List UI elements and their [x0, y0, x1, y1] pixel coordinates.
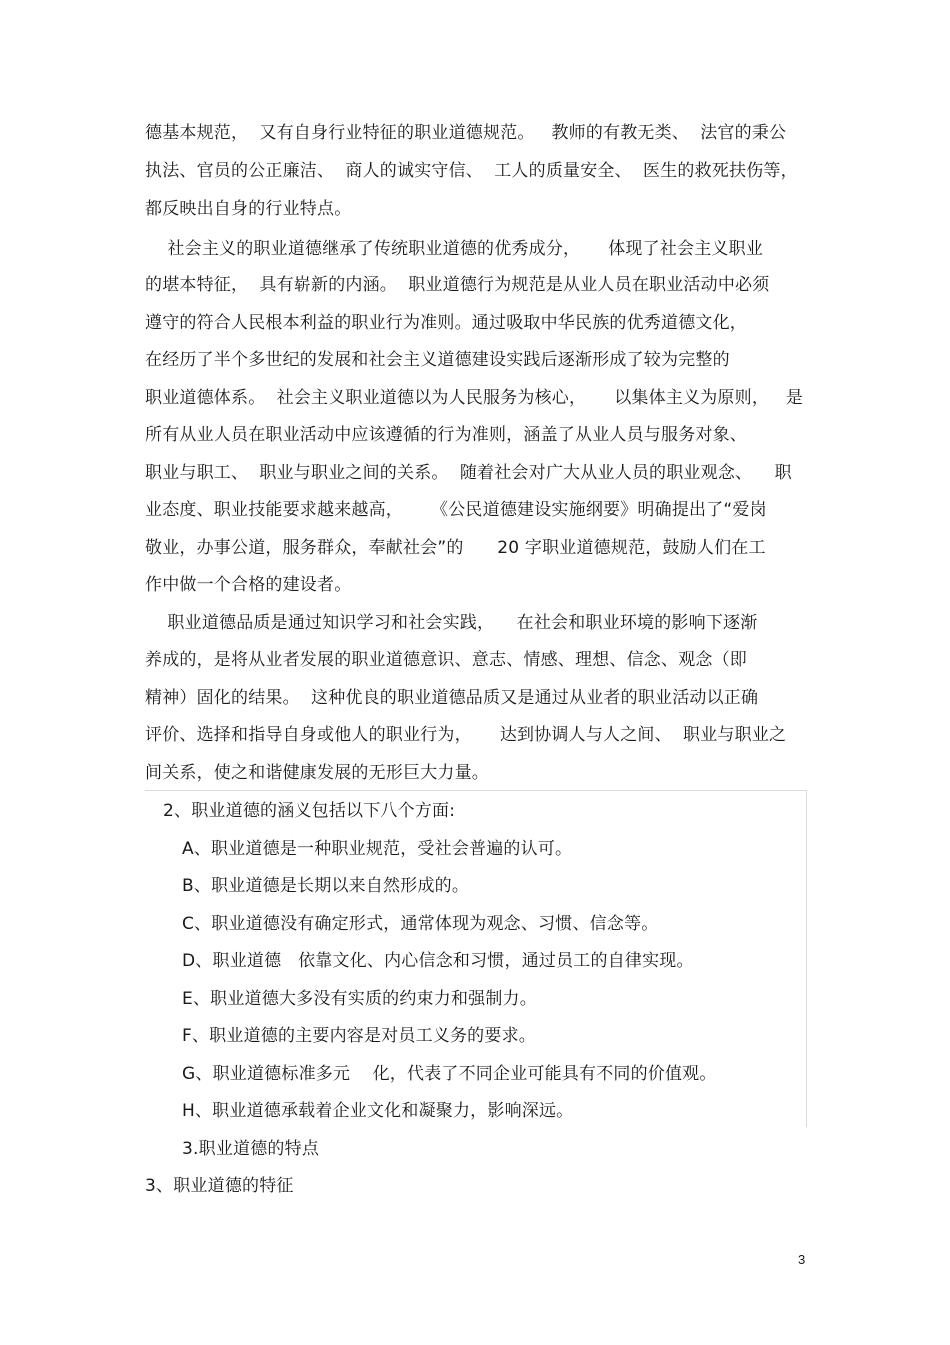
paragraph-2-line-9: 敬业，办事公道，服务群众，奉献社会”的 20 字职业道德规范，鼓励人们在工 [145, 538, 766, 558]
paragraph-2-line-6: 所有从业人员在职业活动中应该遵循的行为准则，涵盖了从业人员与服务对象、 [145, 425, 747, 445]
paragraph-2-line-7: 职业与职工、 职业与职业之间的关系。 随着社会对广大从业人员的职业观念、 职 [145, 463, 792, 483]
paragraph-1-line-1: 德基本规范， 又有自身行业特征的职业道德规范。 教师的有教无类、 法官的秉公 [145, 123, 787, 143]
meaning-item-g: G、职业道德标准多元 化，代表了不同企业可能具有不同的价值观。 [182, 1064, 717, 1084]
paragraph-2-line-1: 社会主义的职业道德继承了传统职业道德的优秀成分， 体现了社会主义职业 [145, 239, 764, 259]
subheading-traits: 3.职业道德的特点 [182, 1139, 320, 1159]
meaning-item-f: F、职业道德的主要内容是对员工义务的要求。 [182, 1026, 536, 1046]
paragraph-1-line-2: 执法、官员的公正廉洁、 商人的诚实守信、 工人的质量安全、 医生的救死扶伤等， [145, 161, 798, 181]
meaning-item-d: D、职业道德 依靠文化、内心信念和习惯，通过员工的自律实现。 [182, 951, 694, 971]
paragraph-2-line-8: 业态度、职业技能要求越来越高， 《公民道德建设实施纲要》明确提出了“爱岗 [145, 500, 767, 520]
page-number: 3 [798, 1252, 806, 1267]
meaning-item-a: A、职业道德是一种职业规范，受社会普遍的认可。 [182, 839, 573, 859]
meaning-heading: 2、职业道德的涵义包括以下八个方面: [163, 801, 456, 821]
paragraph-2-line-3: 遵守的符合人民根本利益的职业行为准则。通过吸取中华民族的优秀道德文化， [145, 313, 747, 333]
meaning-item-h: H、职业道德承载着企业文化和凝聚力，影响深远。 [182, 1101, 574, 1121]
paragraph-2-line-10: 作中做一个合格的建设者。 [145, 575, 352, 595]
paragraph-2-line-4: 在经历了半个多世纪的发展和社会主义道德建设实践后逐渐形成了较为完整的 [145, 350, 730, 370]
paragraph-3-line-3: 精神）固化的结果。 这种优良的职业道德品质又是通过从业者的职业活动以正确 [145, 688, 759, 708]
meaning-item-c: C、职业道德没有确定形式，通常体现为观念、习惯、信念等。 [182, 914, 659, 934]
subheading-features: 3、职业道德的特征 [145, 1176, 294, 1196]
paragraph-3-line-4: 评价、选择和指导自身或他人的职业行为， 达到协调人与人之间、 职业与职业之 [145, 725, 787, 745]
paragraph-2-line-2: 的堪本特征， 具有崭新的内涵。 职业道德行为规范是从业人员在职业活动中必须 [145, 275, 770, 295]
paragraph-2-line-5: 职业道德体系。 社会主义职业道德以为人民服务为核心， 以集体主义为原则， 是 [145, 388, 804, 408]
paragraph-3-line-1: 职业道德品质是通过知识学习和社会实践， 在社会和职业环境的影响下逐渐 [145, 613, 758, 633]
paragraph-1-line-3: 都反映出自身的行业特点。 [145, 199, 352, 219]
meaning-item-b: B、职业道德是长期以来自然形成的。 [182, 876, 470, 896]
paragraph-3-line-2: 养成的，是将从业者发展的职业道德意识、意志、情感、理想、信念、观念（即 [145, 650, 747, 670]
paragraph-3-line-5: 间关系，使之和谐健康发展的无形巨大力量。 [145, 763, 489, 783]
meaning-item-e: E、职业道德大多没有实质的约束力和强制力。 [182, 989, 537, 1009]
